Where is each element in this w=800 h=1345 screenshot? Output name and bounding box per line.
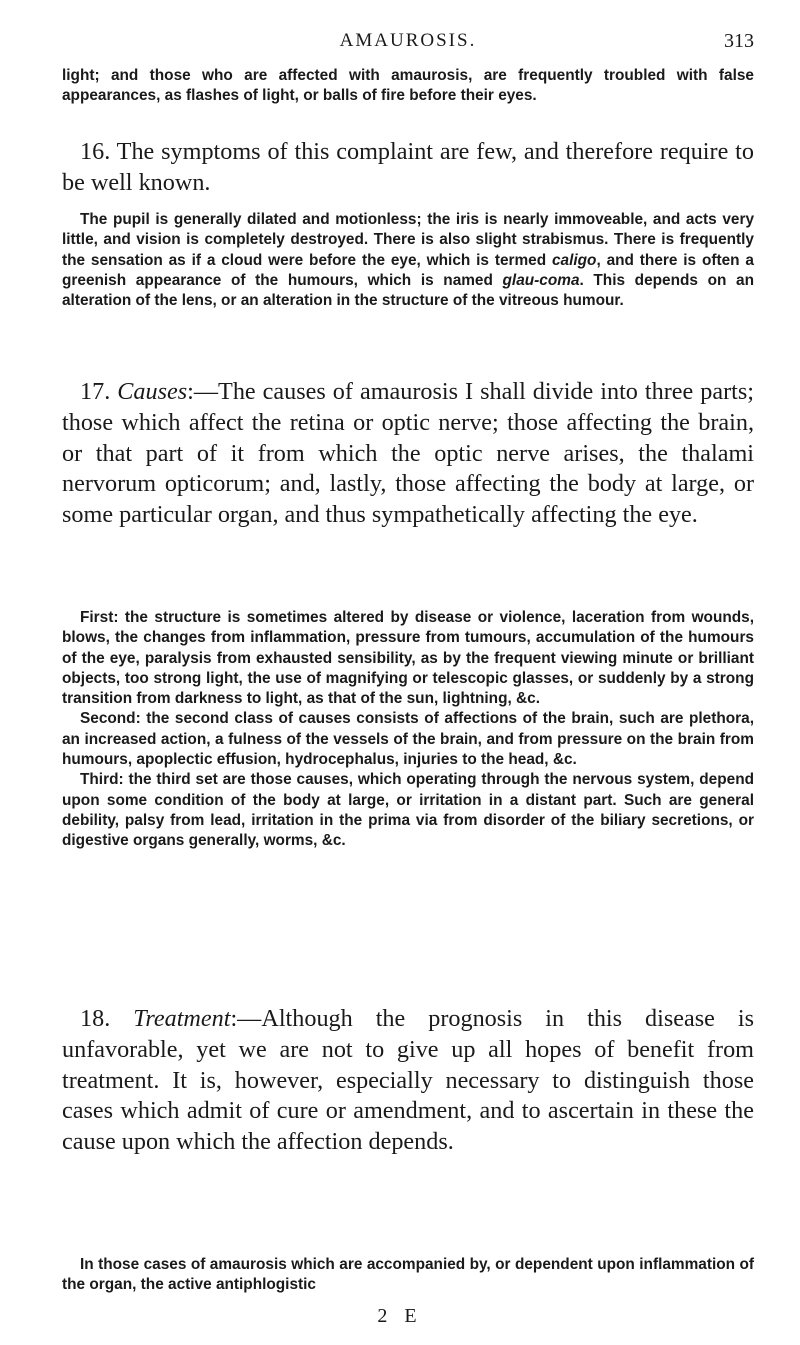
- cause-second: Second: the second class of causes consists of affections of the brain, such are plethora, an increased action, a fulness of the vessels of the brain, and from pressure on the brain from humours, apoplectic effusion, hydrocephalus, injuries to the head, &c.: [62, 710, 754, 769]
- section-17-causes: [62, 608, 754, 852]
- section-17-heading: [62, 377, 754, 531]
- cause-first: First: the structure is sometimes altered by disease or violence, laceration from wounds, blows, the changes from inflammation, pressure from tumours, accumulation of the humours of the eye, paralysis from exhausted sensibility, as by the frequent viewing minute or brilliant objects, too strong light, the use of magnifying or telescopic glasses, or suddenly by a strong transition from darkness to light, as that of the sun, lightning, &c.: [62, 609, 754, 708]
- section-17-title: Causes: [117, 378, 188, 405]
- section-16-body-part3: . This depends on an alteration of the lens, or an alteration in the structure of the vitreous humour.: [62, 271, 754, 310]
- term-glaucoma: glau-coma: [502, 271, 580, 289]
- running-title: AMAUROSIS.: [339, 30, 477, 51]
- signature-mark: 2 E: [377, 1305, 423, 1327]
- section-16-body-part2: , and there is often a greenish appearance of the humours, which is named: [62, 251, 754, 289]
- section-18-number: 18.: [80, 1005, 111, 1032]
- section-18-body: In those cases of amaurosis which are accompanied by, or dependent upon inflammation of the organ, the active antiphlogistic: [62, 1256, 754, 1294]
- term-caligo: caligo: [551, 251, 597, 269]
- section-16-body-part1: The pupil is generally dilated and motionless; the iris is nearly immoveable, and acts very little, and vision is completely destroyed. There is also slight strabismus. There is frequently the sensation as if a cloud were before the eye, which is termed: [62, 211, 754, 269]
- section-18-heading: [62, 1004, 754, 1158]
- page-header: [62, 30, 754, 54]
- intro-text: light; and those who are affected with amaurosis, are frequently troubled with false appearances, as flashes of light, or balls of fire before their eyes.: [62, 67, 754, 105]
- section-17-number: 17.: [80, 378, 111, 405]
- cause-third: Third: the third set are those causes, which operating through the nervous system, depend upon some condition of the body at large, or irritation in a distant part. Such are general debility, palsy from lead, irritation in the prima via from disorder of the biliary secretions, or digestive organs generally, worms, &c.: [62, 771, 754, 850]
- section-16-heading: 16. The symptoms of this complaint are few, and therefore require to be well known.: [62, 138, 754, 196]
- intro-paragraph: [62, 66, 754, 107]
- section-18-heading-text: :—Although the prognosis in this disease is unfavorable, yet we are not to give up all hopes of benefit from treatment. It is, however, especially necessary to distinguish those cases which admit of cure or amendment, and to ascertain in these the cause upon which the affection depends.: [62, 1005, 754, 1156]
- section-16-body: [62, 210, 754, 311]
- section-17-heading-text: :—The causes of amaurosis I shall divide into three parts; those which affect the retina or optic nerve; those affecting the brain, or that part of it from which the optic nerve arises, the thalami nervorum opticorum; and, lastly, those affecting the body at large, or some particular organ, and thus sympathetically affecting the eye.: [62, 378, 754, 529]
- section-18-title: Treatment: [133, 1005, 231, 1032]
- page-number: 313: [724, 30, 754, 52]
